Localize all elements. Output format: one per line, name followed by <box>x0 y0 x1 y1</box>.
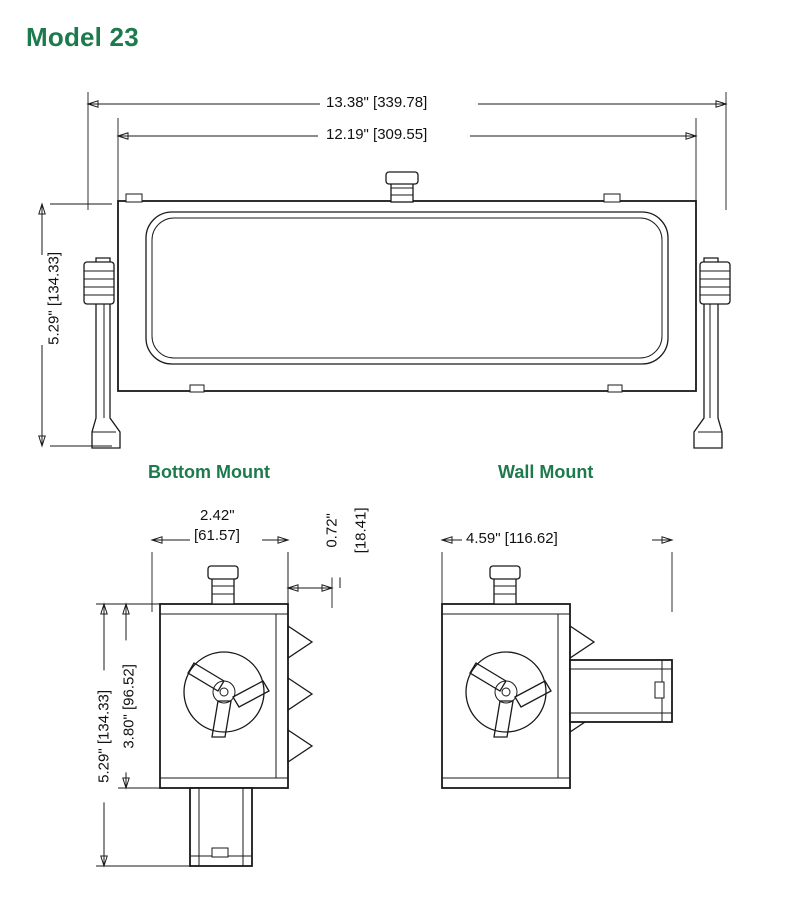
dimension-bottom-body-height: 3.80" [96.52] <box>122 640 139 772</box>
dimension-wall-depth: 4.59" [116.62] <box>462 531 562 548</box>
wall-mount-label: Wall Mount <box>498 462 594 482</box>
front-view-group <box>39 92 730 448</box>
dimension-bottom-depth-inches: 2.42" <box>196 508 239 525</box>
dimension-bottom-total-height: 5.29" [134.33] <box>97 670 114 802</box>
dimension-bottom-depth-mm: [61.57] <box>190 528 244 545</box>
dimension-bottom-offset-inches: 0.72" <box>325 483 342 577</box>
dimension-housing-width: 12.19" [309.55] <box>322 127 431 144</box>
dimension-bottom-offset-mm: [18.41] <box>354 483 371 577</box>
bottom-mount-label: Bottom Mount <box>148 462 270 482</box>
wall-mount-view-group <box>442 537 672 788</box>
right-bracket <box>694 258 730 448</box>
left-bracket <box>84 258 120 448</box>
page-title: Model 23 <box>26 22 139 52</box>
dimension-overall-width: 13.38" [339.78] <box>322 95 431 112</box>
dimension-overall-height: 5.29" [134.33] <box>47 234 64 362</box>
